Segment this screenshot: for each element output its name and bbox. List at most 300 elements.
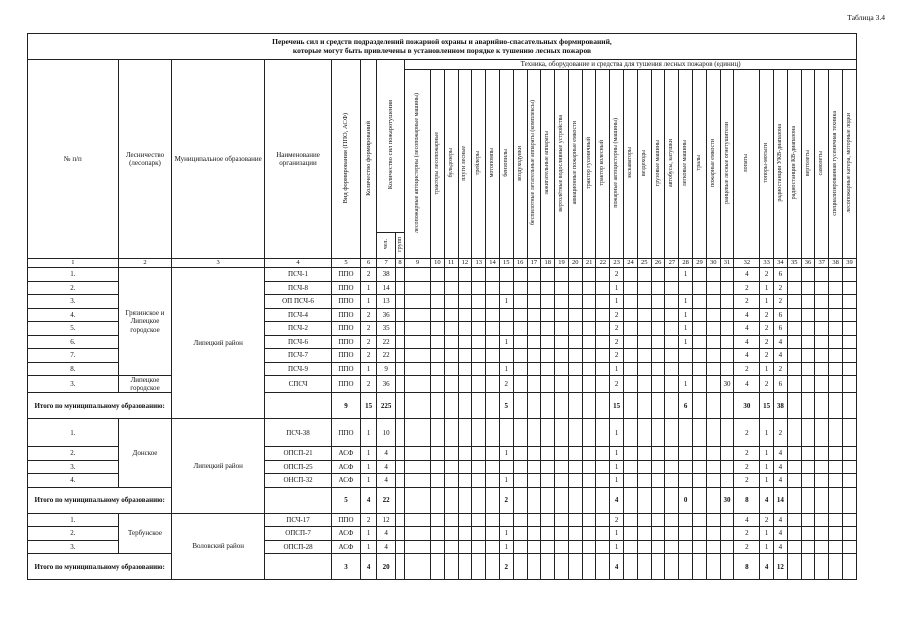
equipment-value: [665, 308, 679, 322]
header-equipment-col-text: тракторы лесопожарные: [433, 131, 440, 195]
equipment-value: 4: [734, 335, 760, 349]
equipment-value: [720, 362, 734, 376]
equipment-value: [499, 308, 513, 322]
equipment-value: [624, 362, 638, 376]
formation-count: 1: [360, 527, 376, 541]
column-number: 27: [665, 259, 679, 268]
equipment-value: [651, 419, 665, 447]
equipment-value: [499, 268, 513, 282]
equipment-value: 4: [774, 527, 788, 541]
equipment-value: 1: [499, 540, 513, 554]
row-number: 7.: [28, 349, 119, 363]
equipment-value: [693, 268, 707, 282]
equipment-value: [596, 376, 610, 393]
column-number: 21: [582, 259, 596, 268]
header-equipment-col: [513, 70, 527, 259]
equipment-value: 1: [610, 362, 624, 376]
equipment-value: [693, 335, 707, 349]
header-equipment-col: [693, 70, 707, 259]
total-equipment-value: [665, 554, 679, 580]
equipment-value: [843, 335, 857, 349]
groups-count: [395, 308, 404, 322]
formation-count: 2: [360, 322, 376, 336]
column-number: 17: [527, 259, 541, 268]
personnel-count: 4: [377, 474, 396, 488]
equipment-value: [843, 281, 857, 295]
equipment-value: [486, 335, 500, 349]
header-forestry: Лесничество (лесопарк): [118, 60, 172, 259]
total-equipment-value: [486, 554, 500, 580]
total-equipment-value: 15: [760, 393, 774, 419]
formation-count: 2: [360, 335, 376, 349]
header-formation-count: [360, 60, 376, 259]
total-personnel: 225: [377, 393, 396, 419]
equipment-value: [405, 474, 431, 488]
equipment-value: [568, 308, 582, 322]
row-number: 5.: [28, 322, 119, 336]
equipment-value: [430, 513, 444, 527]
formation-count: 1: [360, 281, 376, 295]
total-equipment-value: [693, 393, 707, 419]
total-equipment-value: [651, 393, 665, 419]
equipment-value: [486, 268, 500, 282]
equipment-value: 4: [774, 349, 788, 363]
equipment-value: 4: [734, 308, 760, 322]
header-equipment-col-text: трактор гусеничный: [585, 136, 592, 189]
equipment-value: [444, 268, 458, 282]
column-number: 13: [472, 259, 486, 268]
header-equipment-col-text: топоры-мотыги: [763, 143, 770, 183]
equipment-value: [444, 474, 458, 488]
equipment-value: [405, 376, 431, 393]
equipment-value: [499, 281, 513, 295]
groups-count: [395, 540, 404, 554]
equipment-value: 1: [760, 447, 774, 461]
equipment-value: [555, 527, 569, 541]
equipment-value: [829, 447, 843, 461]
equipment-value: [651, 349, 665, 363]
equipment-value: [815, 527, 829, 541]
equipment-value: [637, 474, 651, 488]
equipment-value: [486, 349, 500, 363]
column-number: 38: [829, 259, 843, 268]
table-row: [28, 268, 857, 282]
equipment-value: [458, 513, 472, 527]
equipment-value: [651, 308, 665, 322]
total-equipment-value: [555, 487, 569, 513]
equipment-value: [596, 447, 610, 461]
equipment-value: [706, 419, 720, 447]
total-equipment-value: [596, 487, 610, 513]
equipment-value: [582, 335, 596, 349]
total-equipment-value: [513, 487, 527, 513]
equipment-value: [651, 460, 665, 474]
formation-count: 2: [360, 349, 376, 363]
equipment-value: 2: [734, 540, 760, 554]
equipment-value: [720, 268, 734, 282]
column-number: 8: [395, 259, 404, 268]
total-equipment-value: 4: [760, 554, 774, 580]
equipment-value: [720, 474, 734, 488]
table-title: [28, 34, 857, 60]
equipment-value: [801, 419, 815, 447]
equipment-value: 2: [760, 268, 774, 282]
equipment-value: [541, 447, 555, 461]
table-row: [28, 419, 857, 447]
equipment-value: [720, 349, 734, 363]
equipment-value: [499, 349, 513, 363]
equipment-value: [444, 322, 458, 336]
equipment-value: [829, 268, 843, 282]
header-equipment-col-text: зажигательные аппараты: [544, 131, 551, 195]
equipment-value: [458, 295, 472, 309]
equipment-value: [693, 376, 707, 393]
header-equipment-col-text: пожарные емкости: [709, 138, 716, 187]
equipment-value: [815, 268, 829, 282]
total-equipment-value: [405, 554, 431, 580]
equipment-value: [651, 295, 665, 309]
equipment-value: [651, 540, 665, 554]
header-equipment-col: [499, 70, 513, 259]
equipment-value: [486, 460, 500, 474]
equipment-value: [665, 295, 679, 309]
table-row: [28, 513, 857, 527]
total-equipment-value: [568, 393, 582, 419]
equipment-value: 2: [734, 474, 760, 488]
equipment-value: [568, 362, 582, 376]
equipment-value: 1: [610, 447, 624, 461]
equipment-value: [499, 419, 513, 447]
total-equipment-value: [596, 554, 610, 580]
equipment-value: [486, 540, 500, 554]
equipment-value: [499, 460, 513, 474]
equipment-value: 1: [760, 474, 774, 488]
formation-count: 1: [360, 419, 376, 447]
equipment-value: [665, 349, 679, 363]
equipment-value: [843, 540, 857, 554]
row-number: 2.: [28, 447, 119, 461]
total-equipment-value: 4: [760, 487, 774, 513]
equipment-value: [472, 447, 486, 461]
header-equipment-col: [720, 70, 734, 259]
equipment-value: [815, 376, 829, 393]
equipment-value: [472, 308, 486, 322]
equipment-value: [706, 460, 720, 474]
equipment-value: [815, 419, 829, 447]
personnel-count: 38: [377, 268, 396, 282]
equipment-value: [829, 308, 843, 322]
header-equipment-col-text: бензопилы: [502, 149, 509, 177]
column-number: 4: [265, 259, 332, 268]
header-equipment-col-text: трактор колесный: [599, 140, 606, 186]
column-number: 37: [815, 259, 829, 268]
formation-type: ППО: [332, 295, 361, 309]
equipment-value: [541, 335, 555, 349]
equipment-value: [693, 513, 707, 527]
equipment-value: [815, 281, 829, 295]
equipment-value: [555, 474, 569, 488]
equipment-value: [513, 349, 527, 363]
total-equipment-value: [693, 554, 707, 580]
header-equipment-col-text: легковые машины: [682, 139, 689, 187]
row-number: 3.: [28, 540, 119, 554]
equipment-value: [843, 295, 857, 309]
equipment-value: [665, 335, 679, 349]
equipment-value: [486, 376, 500, 393]
total-equipment-value: [651, 554, 665, 580]
column-number: 18: [541, 259, 555, 268]
equipment-value: [472, 322, 486, 336]
equipment-value: 2: [760, 308, 774, 322]
total-equipment-value: [430, 554, 444, 580]
equipment-value: [472, 474, 486, 488]
organization-name: ПСЧ-9: [265, 362, 332, 376]
column-number: 24: [624, 259, 638, 268]
header-persons-text: чел.: [382, 239, 389, 250]
total-equipment-value: [787, 487, 801, 513]
equipment-value: [596, 527, 610, 541]
equipment-value: [430, 268, 444, 282]
equipment-value: [458, 308, 472, 322]
header-formation-type-text: Вид формирования (ППО, АСФ): [342, 112, 350, 204]
equipment-value: [568, 527, 582, 541]
equipment-value: 2: [760, 349, 774, 363]
total-equipment-value: 8: [734, 487, 760, 513]
equipment-value: 1: [499, 447, 513, 461]
equipment-value: 4: [774, 513, 788, 527]
equipment-value: [472, 460, 486, 474]
column-number: 20: [568, 259, 582, 268]
equipment-value: [582, 513, 596, 527]
total-equipment-value: [651, 487, 665, 513]
equipment-value: 4: [734, 376, 760, 393]
equipment-value: [582, 447, 596, 461]
header-equipment-col: [555, 70, 569, 259]
total-equipment-value: [624, 393, 638, 419]
total-equipment-value: [472, 393, 486, 419]
equipment-value: [829, 349, 843, 363]
equipment-value: [582, 362, 596, 376]
total-equipment-value: [458, 393, 472, 419]
column-number: 5: [332, 259, 361, 268]
total-equipment-value: [787, 393, 801, 419]
equipment-value: [458, 322, 472, 336]
equipment-value: 4: [774, 335, 788, 349]
equipment-value: 2: [760, 376, 774, 393]
equipment-value: [787, 308, 801, 322]
equipment-value: [679, 527, 693, 541]
equipment-value: [829, 335, 843, 349]
equipment-value: [706, 335, 720, 349]
equipment-value: [787, 527, 801, 541]
equipment-value: [693, 281, 707, 295]
equipment-value: [787, 295, 801, 309]
equipment-value: [444, 460, 458, 474]
equipment-value: [582, 460, 596, 474]
formation-type: ППО: [332, 322, 361, 336]
forestry-name: Донское: [118, 419, 172, 488]
equipment-value: [582, 527, 596, 541]
equipment-value: [637, 540, 651, 554]
equipment-value: [582, 281, 596, 295]
equipment-value: [843, 513, 857, 527]
equipment-value: [541, 513, 555, 527]
formation-count: 2: [360, 308, 376, 322]
header-equipment-col: [829, 70, 843, 259]
equipment-value: [815, 447, 829, 461]
equipment-value: [720, 322, 734, 336]
personnel-count: 9: [377, 362, 396, 376]
equipment-value: [679, 362, 693, 376]
groups-count: [395, 281, 404, 295]
total-formations: 4: [360, 554, 376, 580]
equipment-value: [637, 419, 651, 447]
equipment-value: [624, 474, 638, 488]
equipment-value: [444, 281, 458, 295]
title-line-2: которые могут быть привлечены в установленном порядке к тушению лесных пожаров: [292, 45, 592, 55]
equipment-value: [624, 460, 638, 474]
header-equipment-col-text: тралы: [696, 155, 703, 171]
municipality-name: Липецкий район: [172, 419, 265, 514]
equipment-value: 2: [610, 349, 624, 363]
equipment-value: [801, 540, 815, 554]
total-equipment-value: [665, 487, 679, 513]
groups-count: [395, 419, 404, 447]
equipment-value: [568, 268, 582, 282]
formation-type: ППО: [332, 376, 361, 393]
equipment-value: [815, 335, 829, 349]
total-equipment-value: 38: [774, 393, 788, 419]
equipment-value: [541, 308, 555, 322]
equipment-value: [801, 335, 815, 349]
equipment-value: 1: [760, 460, 774, 474]
header-equipment-col-text: радиостанции КВ-диапазона: [790, 126, 797, 200]
equipment-value: [706, 474, 720, 488]
personnel-count: 4: [377, 540, 396, 554]
total-equipment-value: [405, 487, 431, 513]
equipment-value: 6: [774, 308, 788, 322]
forces-table: [27, 33, 857, 580]
equipment-value: [444, 335, 458, 349]
groups-count: [395, 295, 404, 309]
equipment-value: [665, 376, 679, 393]
equipment-value: [801, 474, 815, 488]
header-equipment-col-text: лесопожарные катера, моторные лодки: [846, 113, 853, 213]
equipment-value: [568, 295, 582, 309]
equipment-value: [787, 447, 801, 461]
equipment-value: [405, 322, 431, 336]
equipment-value: [679, 474, 693, 488]
equipment-value: [458, 474, 472, 488]
column-number: 26: [651, 259, 665, 268]
total-equipment-value: [444, 487, 458, 513]
equipment-value: [405, 527, 431, 541]
equipment-value: 4: [734, 268, 760, 282]
equipment-value: [444, 513, 458, 527]
equipment-value: [568, 322, 582, 336]
equipment-value: [472, 376, 486, 393]
equipment-value: 2: [734, 295, 760, 309]
organization-name: ПСЧ-4: [265, 308, 332, 322]
equipment-value: [706, 447, 720, 461]
equipment-value: [527, 268, 541, 282]
formation-type: ППО: [332, 419, 361, 447]
total-equipment-value: [720, 393, 734, 419]
equipment-value: [405, 295, 431, 309]
equipment-value: 1: [499, 362, 513, 376]
formation-type: ППО: [332, 362, 361, 376]
equipment-value: [513, 362, 527, 376]
equipment-value: [720, 335, 734, 349]
total-equipment-value: [706, 487, 720, 513]
equipment-value: [541, 281, 555, 295]
equipment-value: [706, 527, 720, 541]
header-groups-text: групп: [396, 237, 403, 252]
total-equipment-value: [637, 554, 651, 580]
formation-type: ППО: [332, 513, 361, 527]
column-number: 23: [610, 259, 624, 268]
equipment-value: [513, 376, 527, 393]
municipality-name: Липецкий район: [172, 268, 265, 419]
equipment-value: [458, 540, 472, 554]
header-equipment-col: [815, 70, 829, 259]
equipment-value: [651, 527, 665, 541]
header-equipment-col-text: грузовые машины: [654, 139, 661, 187]
equipment-value: [665, 268, 679, 282]
equipment-value: 1: [679, 322, 693, 336]
equipment-value: [720, 308, 734, 322]
equipment-value: [486, 447, 500, 461]
equipment-value: [624, 322, 638, 336]
equipment-value: [801, 295, 815, 309]
row-number: 1.: [28, 268, 119, 282]
equipment-value: [651, 376, 665, 393]
equipment-value: [555, 295, 569, 309]
equipment-value: 2: [610, 308, 624, 322]
forestry-name: Липецкое городское: [118, 376, 172, 393]
equipment-value: [637, 527, 651, 541]
equipment-value: [405, 460, 431, 474]
column-number: 19: [555, 259, 569, 268]
equipment-value: [596, 419, 610, 447]
total-equipment-value: [541, 487, 555, 513]
equipment-value: [568, 540, 582, 554]
total-equipment-value: [801, 393, 815, 419]
organization-name: ОНСП-32: [265, 474, 332, 488]
equipment-value: [444, 540, 458, 554]
equipment-value: [843, 322, 857, 336]
equipment-value: [693, 308, 707, 322]
total-equipment-value: 30: [734, 393, 760, 419]
equipment-value: [651, 447, 665, 461]
equipment-value: 1: [610, 460, 624, 474]
formation-type: АСФ: [332, 460, 361, 474]
equipment-value: [568, 460, 582, 474]
equipment-value: [706, 322, 720, 336]
header-equipment-col: [444, 70, 458, 259]
column-number-row: [28, 259, 857, 268]
equipment-value: [624, 513, 638, 527]
equipment-value: [444, 362, 458, 376]
personnel-count: 35: [377, 322, 396, 336]
equipment-value: 1: [679, 268, 693, 282]
equipment-value: [458, 376, 472, 393]
column-number: 30: [706, 259, 720, 268]
equipment-value: [706, 308, 720, 322]
equipment-value: [405, 513, 431, 527]
total-equipment-value: [527, 554, 541, 580]
equipment-value: [693, 419, 707, 447]
